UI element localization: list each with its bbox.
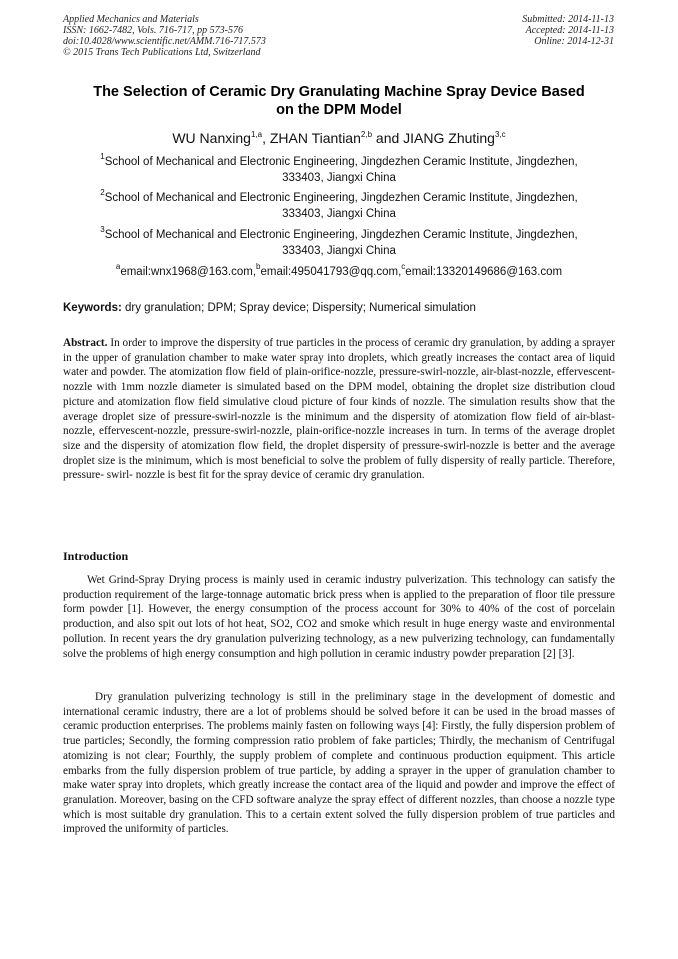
keywords-text: dry granulation; DPM; Spray device; Dispersity; Numerical simulation (121, 302, 476, 314)
keywords (63, 300, 615, 316)
author-name: ZHAN Tiantian (269, 130, 361, 146)
email-address: email:13320149686@163.com (405, 266, 563, 278)
title-line-2: on the DPM Model (276, 102, 402, 118)
author-affiliation-mark: 1,a (250, 130, 263, 139)
online-date: Online: 2014-12-31 (534, 36, 614, 47)
paper-title (40, 83, 638, 119)
author-separator: and (372, 130, 404, 146)
affiliation-line: School of Mechanical and Electronic Engineering, Jingdezhen Ceramic Institute, Jingdezhen, (104, 156, 578, 168)
author-name: JIANG Zhuting (403, 130, 495, 146)
affiliation-mark: 3 (100, 225, 105, 234)
journal-name: Applied Mechanics and Materials (63, 14, 199, 25)
keywords-label: Keywords: (63, 302, 122, 314)
affiliation-line: School of Mechanical and Electronic Engineering, Jingdezhen Ceramic Institute, Jingdezhen, (104, 229, 578, 241)
author-affiliation-mark: 3,c (494, 130, 506, 139)
author-separator: , (262, 130, 270, 146)
affiliation-mark: 2 (100, 188, 105, 197)
intro-paragraph-1: Wet Grind-Spray Drying process is mainly used in ceramic industry pulverization. This technology can satisfy the production requirement of the large-tonnage automatic brick press when is applied to the preparation of floor tile pressure form powder [1]. However, the energy consumption of the process account for 30% to 40% of the cost of porcelain production, and also spit out lots of hot heat, SO2, CO2 and smoke which result in huge energy waste and environmental pollution. In recent years the dry granulation pulverizing technology, as a new pulverizing technology, can fundamentally solve the problems of high energy consumption and high pollution in ceramic industry powder preparation [2] [3]. (63, 574, 615, 660)
affiliation-line: 333403, Jiangxi China (282, 245, 396, 257)
author-emails (40, 264, 638, 280)
affiliation-1 (60, 154, 618, 186)
affiliation-line: School of Mechanical and Electronic Engineering, Jingdezhen Ceramic Institute, Jingdezhen, (104, 192, 578, 204)
abstract-text: In order to improve the dispersity of true particles in the process of ceramic dry granulation, by adding a sprayer in the upper of granulation chamber to make water spray into droplets, which greatly increases the contact area of liquid water and powder. The atomization flow field of plain-orifice-nozzle, pressure-swirl-nozzle, air-blast-nozzle, effervescent-nozzle with 1mm nozzle diameter is simulated based on the DPM model, obtaining the droplet size distribution cloud picture and atomization flow field simulative cloud picture of four kinds of nozzle. The simulation results show that the average droplet size of pressure-swirl-nozzle is the minimum and the dispersity of atomization flow field of air-blast-nozzle, effervescent-nozzle, pressure-swirl-nozzle, plain-orifice-nozzle increases in turn. In terms of the average droplet size and the dispersity of atomization flow field, the droplet dispersity of pressure-swirl-nozzle is better and the average droplet size is the minimum, which is most beneficial to solve the problem of fully dispersity of really particle. Therefore, pressure- swirl- nozzle is best fit for the spray device of ceramic dry granulation. (63, 337, 615, 482)
issn-line: ISSN: 1662-7482, Vols. 716-717, pp 573-576 (63, 25, 243, 36)
abstract-label: Abstract. (63, 337, 108, 349)
affiliation-3 (60, 227, 618, 259)
journal-header-left (63, 14, 266, 58)
affiliation-line: 333403, Jiangxi China (282, 208, 396, 220)
author-affiliation-mark: 2,b (360, 130, 373, 139)
email-address: email:wnx1968@163.com, (120, 266, 257, 278)
author-list (40, 129, 638, 147)
submitted-date: Submitted: 2014-11-13 (522, 14, 614, 25)
abstract (63, 336, 615, 483)
affiliation-2 (60, 190, 618, 222)
email-mark: a (115, 262, 121, 271)
affiliation-mark: 1 (100, 152, 105, 161)
title-line-1: The Selection of Ceramic Dry Granulating Machine Spray Device Based (93, 84, 585, 100)
copyright-line: © 2015 Trans Tech Publications Ltd, Switzerland (63, 47, 261, 58)
author-name: WU Nanxing (172, 130, 251, 146)
section-heading-introduction: Introduction (63, 549, 129, 563)
journal-header-right (522, 14, 614, 47)
accepted-date: Accepted: 2014-11-13 (525, 25, 614, 36)
doi-line: doi:10.4028/www.scientific.net/AMM.716-717.573 (63, 36, 266, 47)
email-mark: c (401, 262, 406, 271)
email-address: email:495041793@qq.com, (260, 266, 402, 278)
affiliation-line: 333403, Jiangxi China (282, 172, 396, 184)
intro-paragraph-2: Dry granulation pulverizing technology is still in the preliminary stage in the development of domestic and international ceramic industry, there are a lot of problems should be solved before it can be used in the broad masses of ceramic production enterprises. The problems mainly fasten on following ways [4]: Firstly, the fully dispersion problem of true particles; Secondly, the forming compression ratio problem of fake particles; Thirdly, the mechanism of Centrifugal atomizing is not clear; Fourthly, the supply problem of complete and continuous production equipment. This article embarks from the fully dispersion problem of true particle, by adding a sprayer in the upper of granulation chamber to make water spray into droplets, which greatly increase the contact area of the liquid and powder and improve the effect of granulation. Moreover, basing on the CFD software analyze the spray effect of different nozzles, than choose a nozzle type which is most suitable dry granulation. This to a certain extent solved the fully dispersion problem of true particles and improved the uniformity of particles. (63, 691, 615, 836)
email-mark: b (256, 262, 261, 271)
